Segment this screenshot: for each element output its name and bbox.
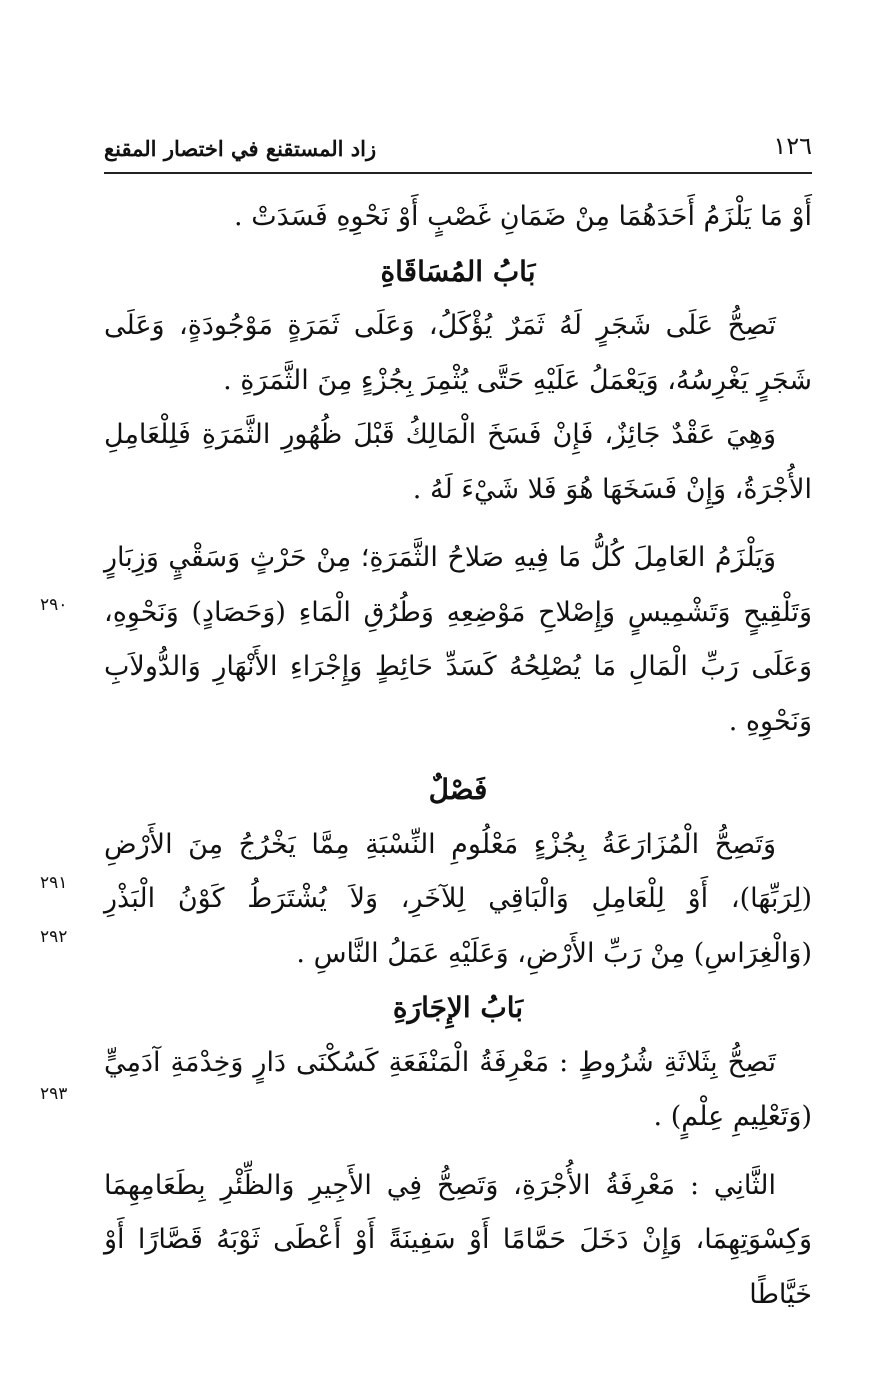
paragraph-continuation: أَوْ مَا يَلْزَمُ أَحَدَهُمَا مِنْ ضَمَانِ غَصْبٍ أَوْ نَحْوِهِ فَسَدَتْ . bbox=[234, 201, 812, 232]
margin-note-number: ٢٩٠ bbox=[40, 595, 68, 615]
paragraph-musaqah-validity: تَصِحُّ عَلَى شَجَرٍ لَهُ ثَمَرٌ يُؤْكَلُ، وَعَلَى ثَمَرَةٍ مَوْجُودَةٍ، وَعَلَى شَجَرٍ يَغْرِسُهُ، وَيَعْمَلُ عَلَيْهِ حَتَّى يُثْمِرَ بِجُزْءٍ مِنَ الثَّمَرَةِ . bbox=[104, 310, 812, 396]
margin-note-number: ٢٩٢ bbox=[40, 927, 68, 947]
book-title: زاد المستقنع في اختصار المقنع bbox=[104, 136, 377, 161]
paragraph-musaqah-contract: وَهِيَ عَقْدٌ جَائِزٌ، فَإِنْ فَسَخَ الْمَالِكُ قَبْلَ ظُهُورِ الثَّمَرَةِ فَلِلْعَامِلِ الأُجْرَةُ، وَإِنْ فَسَخَهَا هُوَ فَلا شَيْءَ لَهُ . bbox=[104, 419, 812, 505]
page-body bbox=[104, 190, 812, 1322]
margin-note-number: ٢٩٣ bbox=[40, 1084, 68, 1104]
page-header bbox=[104, 128, 812, 174]
section-heading-ijarah: بَابُ الإِجَارَةِ bbox=[392, 991, 524, 1024]
section-heading-fasl: فَصْلٌ bbox=[428, 773, 488, 806]
paragraph-ijarah-conditions: تَصِحُّ بِثَلاثَةِ شُرُوطٍ : مَعْرِفَةُ الْمَنْفَعَةِ كَسُكْنَى دَارٍ وَخِدْمَةِ آدَمِيٍّ (وَتَعْلِيمِ عِلْمٍ) . bbox=[104, 1046, 812, 1132]
paragraph-second-condition: الثَّانِي : مَعْرِفَةُ الأُجْرَةِ، وَتَصِحُّ فِي الأَجِيرِ وَالظِّئْرِ بِطَعَامِهِمَا وَكِسْوَتِهِمَا، وَإِنْ دَخَلَ حَمَّامًا أَوْ سَفِينَةً أَوْ أَعْطَى ثَوْبَهُ قَصَّارًا أَوْ خَيَّاطًا bbox=[104, 1169, 812, 1310]
page-number: ١٢٦ bbox=[773, 132, 812, 160]
paragraph-worker-duties: وَيَلْزَمُ العَامِلَ كُلُّ مَا فِيهِ صَلاحُ الثَّمَرَةِ؛ مِنْ حَرْثٍ وَسَقْيٍ وَزِبَارٍ وَتَلْقِيحٍ وَتَشْمِيسٍ وَإِصْلاحِ مَوْضِعِهِ وَطُرُقِ الْمَاءِ (وَحَصَادٍ) وَنَحْوِهِ، وَعَلَى رَبِّ الْمَالِ مَا يُصْلِحُهُ كَسَدِّ حَائِطٍ وَإِجْرَاءِ الأَنْهَارِ وَالدُّولاَبِ وَنَحْوِهِ . bbox=[104, 542, 812, 737]
section-heading-musaqah: بَابُ المُسَاقَاةِ bbox=[380, 254, 536, 288]
paragraph-muzaraah: وَتَصِحُّ الْمُزَارَعَةُ بِجُزْءٍ مَعْلُومِ النِّسْبَةِ مِمَّا يَخْرُجُ مِنَ الأَرْضِ (لِرَبِّهَا)، أَوْ لِلْعَامِلِ وَالْبَاقِي لِلآخَرِ، وَلاَ يُشْتَرَطُ كَوْنُ الْبَذْرِ (وَالْغِرَاسِ) مِنْ رَبِّ الأَرْضِ، وَعَلَيْهِ عَمَلُ النَّاسِ . bbox=[104, 828, 812, 969]
margin-note-number: ٢٩١ bbox=[40, 873, 68, 893]
